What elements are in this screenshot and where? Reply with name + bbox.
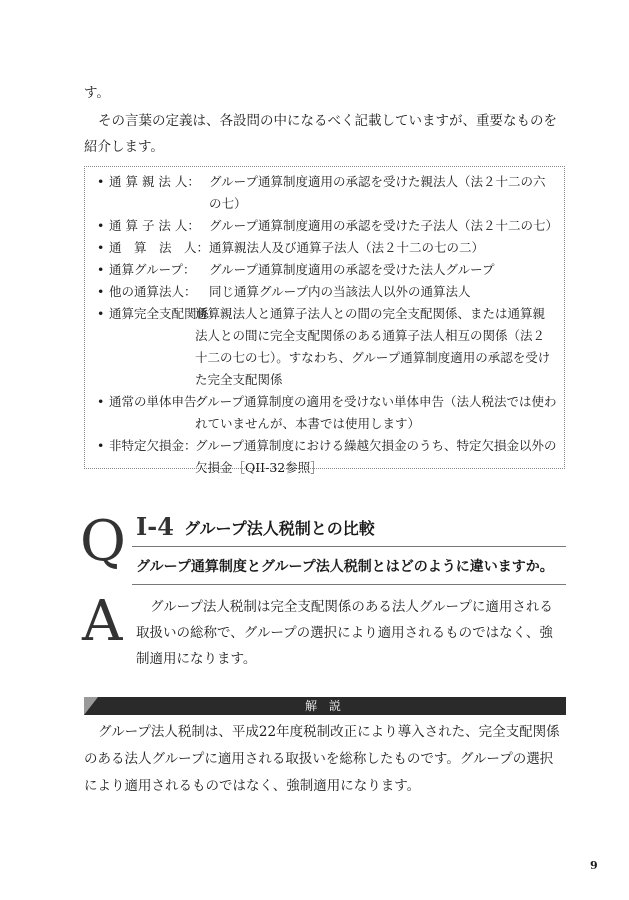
intro-paragraph: その言葉の定義は、各設問の中になるべく記載していますが、重要なものを紹介します。 [84, 113, 557, 155]
definition-desc: グループ通算制度適用の承認を受けた子法人（法２十二の七） [209, 218, 559, 233]
definition-desc: グループ通算制度における繰越欠損金のうち、特定欠損金以外の欠損金［QII-32参照］ [195, 438, 557, 475]
bullet: • [97, 262, 105, 277]
definition-desc: 同じ通算グループ内の当該法人以外の通算法人 [209, 284, 471, 299]
definition-term: 通 算 法 人： [109, 240, 210, 255]
definition-desc: グループ通算制度適用の承認を受けた親法人（法２十二の六の七） [209, 174, 546, 211]
question-divider-bottom [132, 584, 566, 585]
explanation-text: グループ法人税制は、平成22年度税制改正により導入された、完全支配関係のある法人グループに適用される取扱いを総称したものです。グループの選択により適用されるものではなく、強制適用になります。 [84, 724, 560, 794]
bullet: • [97, 284, 105, 299]
bullet: • [97, 174, 105, 189]
bullet: • [97, 240, 105, 255]
definition-term: 通常の単体申告： [109, 394, 210, 409]
explanation-header-corner [84, 697, 98, 715]
definition-desc: グループ通算制度の適用を受けない単体申告（法人税法では使われていませんが、本書では使用します） [195, 394, 557, 431]
intro-continuation: す。 [84, 85, 110, 101]
definition-term: 通 算 親 法 人： [109, 174, 200, 189]
definition-term: 通算グループ： [109, 262, 196, 277]
bullet: • [97, 306, 105, 321]
definitions-box [84, 166, 565, 475]
question-title: グループ法人税制との比較 [184, 519, 375, 538]
definition-term: 通 算 子 法 人： [109, 218, 200, 233]
definition-desc: グループ通算制度適用の承認を受けた法人グループ [209, 262, 495, 277]
answer-text: グループ法人税制は完全支配関係のある法人グループに適用される取扱いの総称で、グループの選択により適用されるものではなく、強制適用になります。 [136, 599, 553, 667]
definition-term: 通算完全支配関係： [109, 306, 222, 321]
question-letter: Q [80, 509, 126, 574]
question-divider-top [132, 546, 566, 547]
definition-desc: 通算親法人と通算子法人との間の完全支配関係、または通算親法人との間に完全支配関係のある通算子法人相互の関係（法２十二の七の七）。すなわち、グループ通算制度適用の承認を受けた完全支配関係 [195, 306, 551, 387]
definition-term: 非特定欠損金： [109, 438, 197, 453]
bullet: • [97, 438, 105, 453]
definition-term: 他の通算法人： [109, 284, 197, 299]
question-number: I-4 [136, 512, 174, 541]
page-number: 9 [590, 859, 598, 872]
question-text: グループ通算制度とグループ法人税制とはどのように違いますか。 [136, 559, 554, 575]
explanation-header: 解 説 [84, 697, 566, 715]
answer-letter: A [82, 589, 123, 654]
definition-desc: 通算親法人及び通算子法人（法２十二の七の二） [209, 240, 485, 255]
bullet: • [97, 394, 105, 409]
bullet: • [97, 218, 105, 233]
